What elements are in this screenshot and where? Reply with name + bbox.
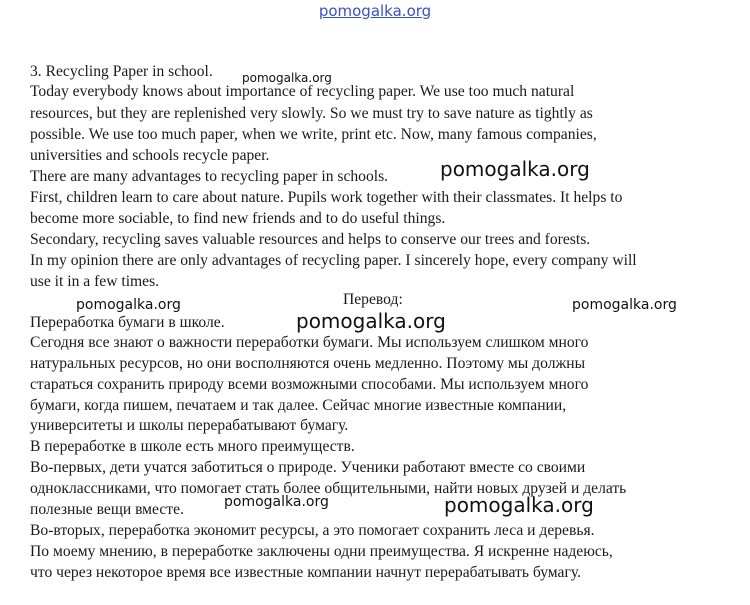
- watermark-inline-title: pomogalka.org: [242, 71, 332, 85]
- english-line: In my opinion there are only advantages of recycling paper. I sincerely hope, every company will: [30, 252, 637, 269]
- english-line: universities and schools recycle paper.: [30, 147, 270, 164]
- translation-heading: Перевод:: [343, 291, 403, 308]
- translation-line: натуральных ресурсов, но они восполняются очень медленно. Поэтому мы должны: [30, 355, 586, 372]
- english-line: use it in a few times.: [30, 273, 160, 290]
- translation-line: что через некоторое время все известные компании начнут перерабатывать бумагу.: [30, 564, 581, 581]
- translation-line: полезные вещи вместе.: [30, 501, 184, 518]
- translation-line: одноклассниками, что помогает стать более общительными, найти новых друзей и делать: [30, 480, 627, 497]
- translation-line: стараться сохранить природу всеми возможными способами. Мы используем много: [30, 376, 589, 393]
- watermark-top-link[interactable]: pomogalka.org: [318, 2, 432, 20]
- translation-line: Сегодня все знают о важности переработки бумаги. Мы используем слишком много: [30, 334, 589, 351]
- english-line: There are many advantages to recycling paper in schools.: [30, 168, 389, 185]
- translation-line: бумаги, когда пишем, печатаем и так далее. Сейчас многие известные компании,: [30, 397, 567, 414]
- english-title: 3. Recycling Paper in school.: [30, 63, 213, 80]
- watermark-after-advantages: pomogalka.org: [440, 157, 590, 181]
- translation-line: По моему мнению, в переработке заключены одни преимущества. Я искренне надеюсь,: [30, 543, 613, 560]
- english-line: possible. We use too much paper, when we write, print etc. Now, many famous companies,: [30, 126, 597, 143]
- english-line: First, children learn to care about nature. Pupils work together with their classmates. It helps to: [30, 189, 623, 206]
- translation-title: Переработка бумаги в школе.: [30, 314, 225, 331]
- watermark-after-translation-title: pomogalka.org: [296, 309, 446, 333]
- english-line: become more sociable, to find new friends and to do useful things.: [30, 210, 446, 227]
- translation-line: университеты и школы перерабатывают бумагу.: [30, 417, 349, 434]
- watermark-after-useful: pomogalka.org: [224, 494, 329, 510]
- translation-line: Во-первых, дети учатся заботиться о природе. Ученики работают вместе со своими: [30, 459, 586, 476]
- english-line: resources, but they are replenished very slowly. So we must try to save nature as tightly as: [30, 105, 593, 122]
- translation-line: Во-вторых, переработка экономит ресурсы, а это помогает сохранить леса и деревья.: [30, 522, 595, 539]
- watermark-left-mid: pomogalka.org: [76, 297, 181, 313]
- translation-line: В переработке в школе есть много преимуществ.: [30, 438, 355, 455]
- watermark-right-mid: pomogalka.org: [572, 297, 677, 313]
- english-line: Secondary, recycling saves valuable resources and helps to conserve our trees and forests.: [30, 231, 591, 248]
- watermark-lower-right: pomogalka.org: [444, 493, 594, 517]
- english-line: Today everybody knows about importance of recycling paper. We use too much natural: [30, 83, 575, 100]
